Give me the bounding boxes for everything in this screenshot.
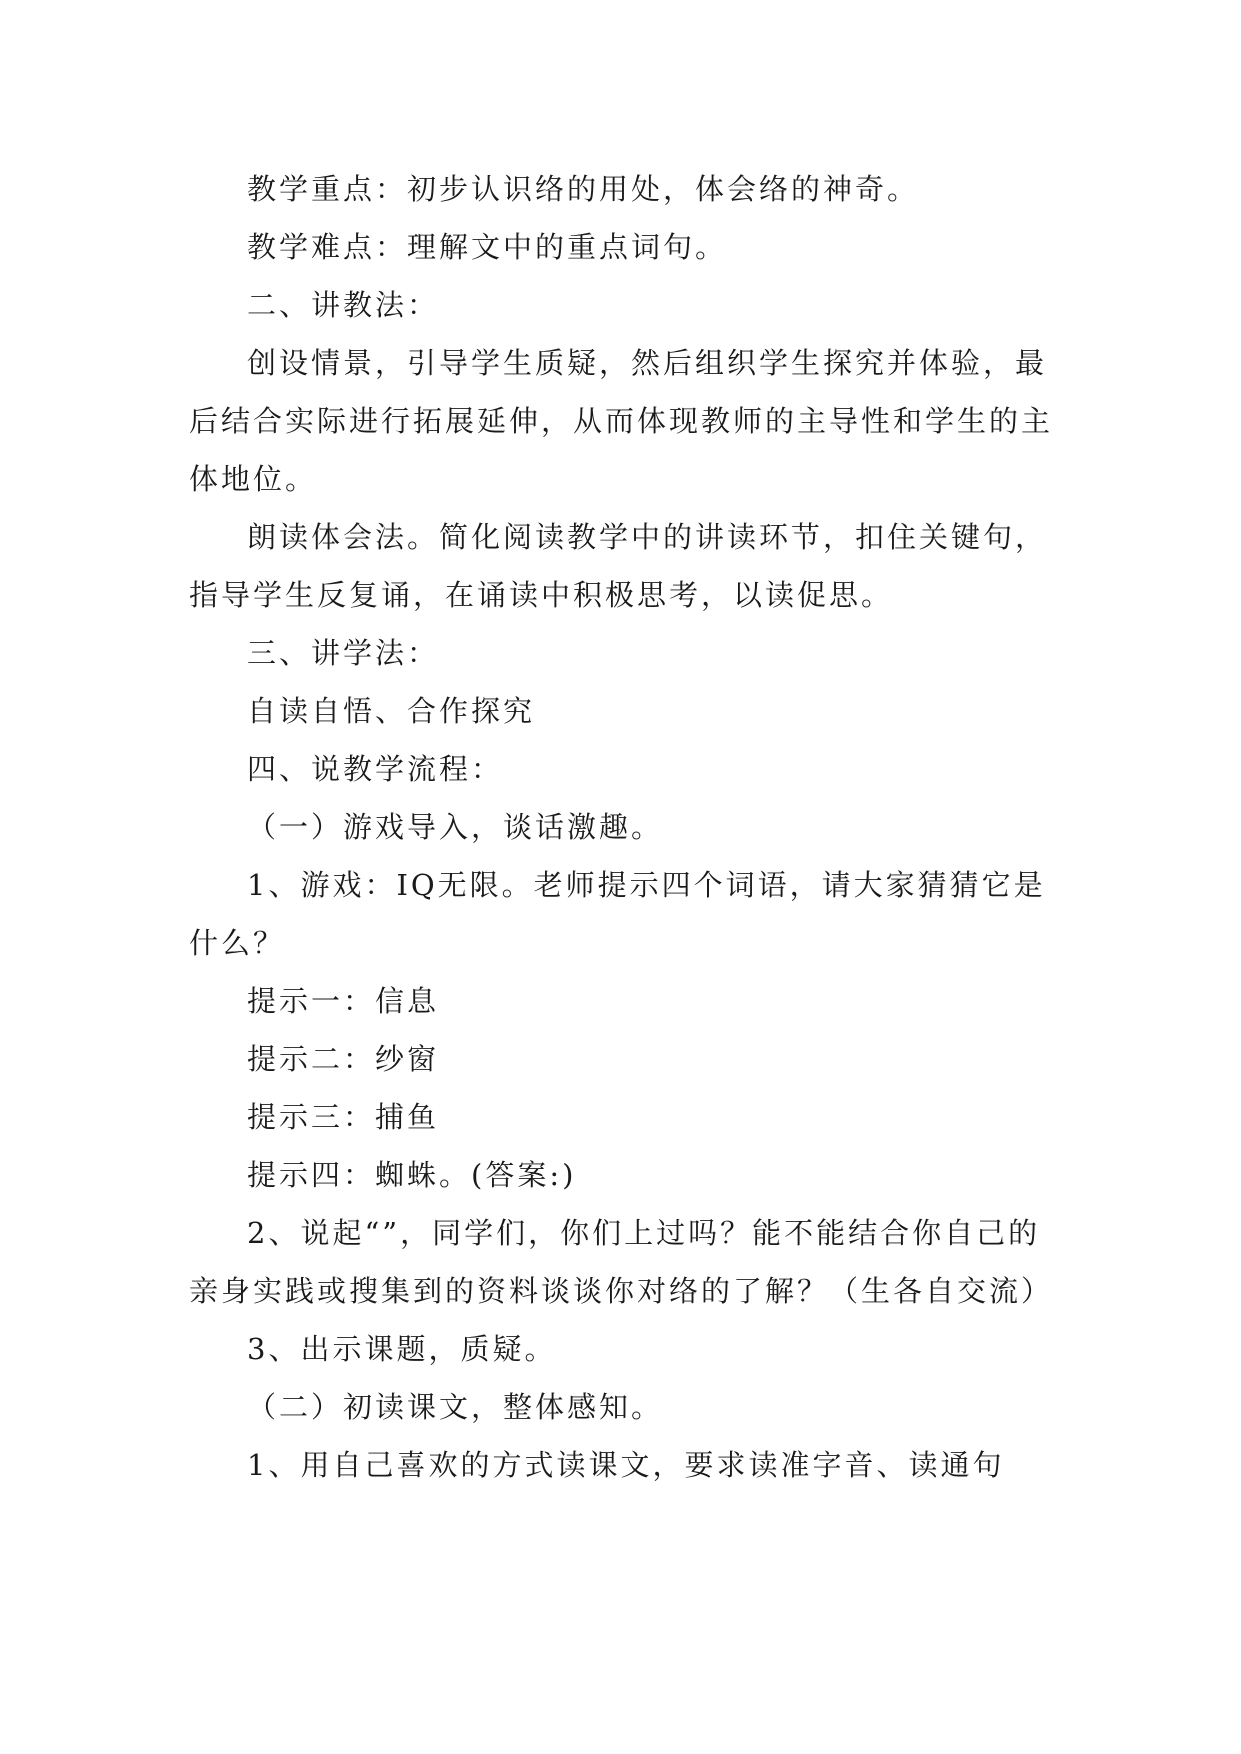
paragraph-show-title: 3、出示课题，质疑。 [247, 1332, 557, 1366]
heading-step-one: （一）游戏导入，谈话激趣。 [247, 810, 664, 844]
paragraph-game: 1、游戏：IQ无限。老师提示四个词语，请大家猜猜它是什么？ [189, 868, 1046, 960]
paragraph-hint-two: 提示二：纱窗 [247, 1042, 440, 1076]
paragraph-hint-three: 提示三：捕鱼 [247, 1100, 440, 1134]
heading-teaching-method: 二、讲教法： [247, 288, 440, 322]
paragraph-hint-one: 提示一：信息 [247, 984, 440, 1018]
paragraph-discussion: 2、说起“”，同学们，你们上过吗？能不能结合你自己的亲身实践或搜集到的资料谈谈你对络的了解？（生各自交流） [189, 1216, 1054, 1308]
heading-learning-method: 三、讲学法： [247, 636, 440, 670]
paragraph-reading-method: 朗读体会法。简化阅读教学中的讲读环节，扣住关键句，指导学生反复诵，在诵读中积极思考，以读促思。 [189, 520, 1048, 612]
paragraph-teaching-focus: 教学重点：初步认识络的用处，体会络的神奇。 [247, 172, 920, 206]
heading-teaching-process: 四、说教学流程： [247, 752, 504, 786]
paragraph-hint-four: 提示四：蜘蛛。(答案:) [247, 1158, 577, 1192]
heading-step-two: （二）初读课文，整体感知。 [247, 1390, 664, 1424]
paragraph-self-study: 自读自悟、合作探究 [247, 694, 536, 728]
document-body [189, 160, 1053, 1494]
paragraph-first-reading: 1、用自己喜欢的方式读课文，要求读准字音、读通句 [247, 1448, 1005, 1482]
paragraph-scenario-method: 创设情景，引导学生质疑，然后组织学生探究并体验，最后结合实际进行拓展延伸，从而体现教师的主导性和学生的主体地位。 [189, 346, 1054, 496]
paragraph-teaching-difficulty: 教学难点：理解文中的重点词句。 [247, 230, 728, 264]
